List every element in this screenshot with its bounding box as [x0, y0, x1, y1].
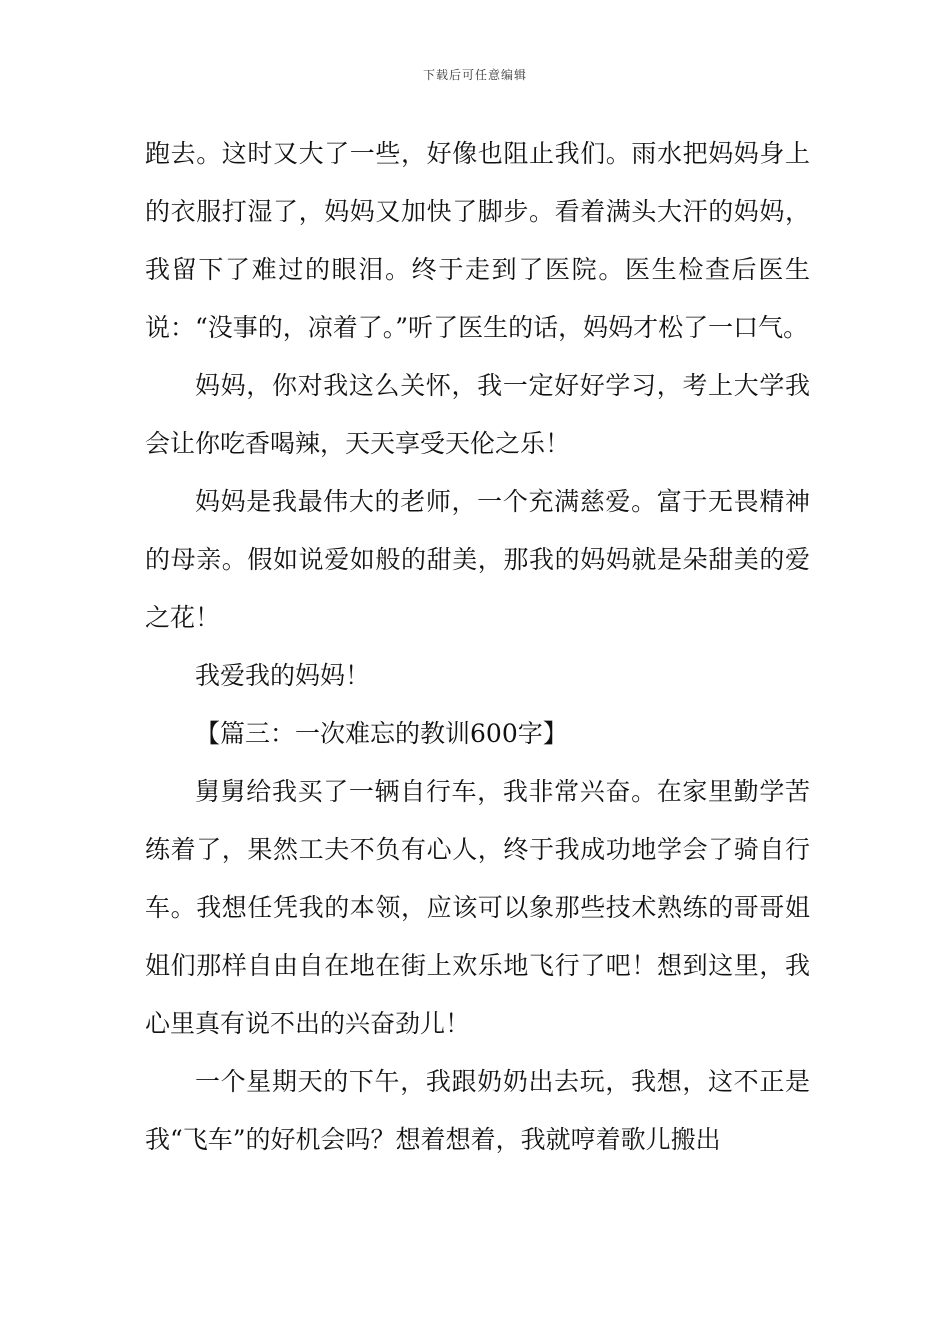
document-body: [145, 125, 810, 1169]
section-heading: 【篇三：一次难忘的教训600字】: [195, 719, 568, 748]
paragraph-2: 妈妈，你对我这么关怀，我一定好好学习，考上大学我会让你吃香喝辣，天天享受天伦之乐！: [145, 371, 810, 458]
paragraph-4: 我爱我的妈妈！: [195, 661, 371, 690]
page-header: 下载后可任意编辑: [422, 68, 527, 82]
paragraph-1: 跑去。这时又大了一些，好像也阻止我们。雨水把妈妈身上的衣服打湿了，妈妈又加快了脚步。看着满头大汗的妈妈，我留下了难过的眼泪。终于走到了医院。医生检查后医生说：“没事的，凉着了。”听了医生的话，妈妈才松了一口气。: [145, 139, 810, 342]
paragraph-6: 一个星期天的下午，我跟奶奶出去玩，我想，这不正是我“飞车”的好机会吗？想着想着，我就哼着歌儿搬出: [145, 1067, 810, 1154]
paragraph-5: 舅舅给我买了一辆自行车，我非常兴奋。在家里勤学苦练着了，果然工夫不负有心人，终于我成功地学会了骑自行车。我想任凭我的本领，应该可以象那些技术熟练的哥哥姐姐们那样自由自在地在街上欢乐地飞行了吧！想到这里，我心里真有说不出的兴奋劲儿！: [145, 777, 810, 1038]
paragraph-3: 妈妈是我最伟大的老师，一个充满慈爱。富于无畏精神的母亲。假如说爱如般的甜美，那我的妈妈就是朵甜美的爱之花！: [145, 487, 810, 632]
